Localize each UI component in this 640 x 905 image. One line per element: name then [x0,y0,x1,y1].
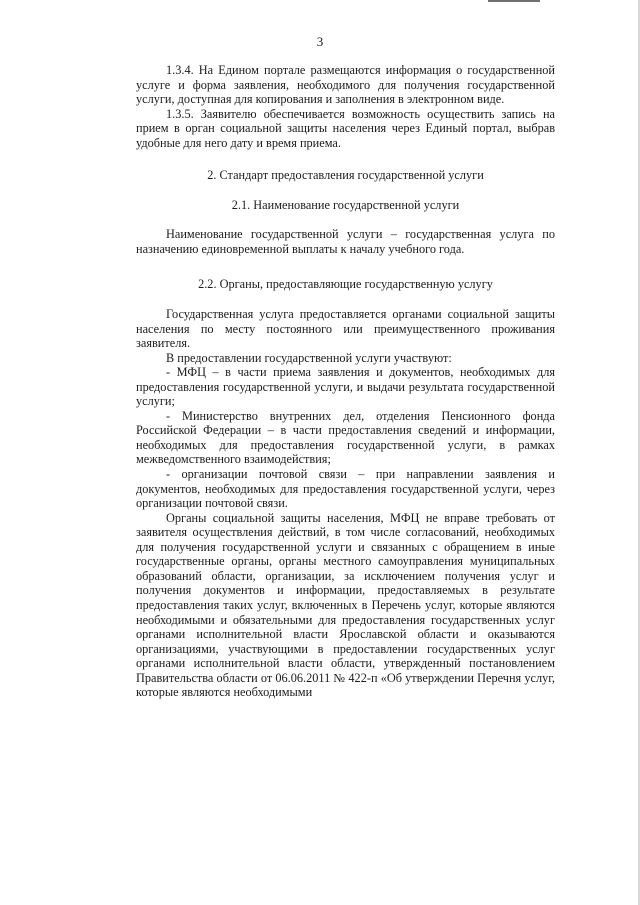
paragraph-1-3-5: 1.3.5. Заявителю обеспечивается возможность осуществить запись на прием в орган социальной защиты населения через Единый портал, выбрав удобные для него дату и время приема. [136,106,555,150]
paragraph-2-2-b: В предоставлении государственной услуги участвуют: [166,350,452,365]
document-body [136,63,555,700]
page-number: 3 [316,34,324,49]
paragraph-1-3-4: 1.3.4. На Едином портале размещаются информация о государственной услуге и форма заявления, необходимого для получения государственной услуги, доступная для копирования и заполнения в электронном виде. [136,63,555,107]
paragraph-2-2-a: Государственная услуга предоставляется органами социальной защиты населения по месту постоянного или преимущественного проживания заявителя. [136,307,555,351]
scan-edge-mark [488,0,540,2]
list-item-ministry: - Министерство внутренних дел, отделения Пенсионного фонда Российской Федерации – в части предоставления сведений и информации, необходимых для предоставления государственной услуги, в рамках межведомственного взаимодействия; [136,408,555,467]
list-item-postal: - организации почтовой связи – при направлении заявления и документов, необходимых для предоставления государственной услуги, через организации почтовой связи. [136,467,555,511]
section-heading-2: 2. Стандарт предоставления государственной услуги [207,168,484,183]
section-heading-2-2: 2.2. Органы, предоставляющие государственную услугу [198,277,493,292]
paragraph-2-2-c: Органы социальной защиты населения, МФЦ не вправе требовать от заявителя осуществления действий, в том числе согласований, необходимых для получения государственной услуги и связанных с обращением в иные государственные органы, органы местного самоуправления муниципальных образований области, организации, за исключением получения услуг и получения документов и информации, предоставляемых в результате предоставления таких услуг, включенных в Перечень услуг, которые являются необходимыми и обязательными для предоставления государственных услуг органами исполнительной власти Ярославской области и оказываются организациями, участвующими в предоставлении государственных услуг органами исполнительной власти области, утвержденный постановлением Правительства области от 06.06.2011 № 422-п «Об утверждении Перечня услуг, которые являются необходимыми [136,510,555,700]
paragraph-2-1: Наименование государственной услуги – государственная услуга по назначению единовременной выплаты к началу учебного года. [136,227,555,256]
section-heading-2-1: 2.1. Наименование государственной услуги [231,197,460,212]
list-item-mfc: - МФЦ – в части приема заявления и документов, необходимых для предоставления государственной услуги, и выдачи результата государственной услуги; [136,365,555,409]
